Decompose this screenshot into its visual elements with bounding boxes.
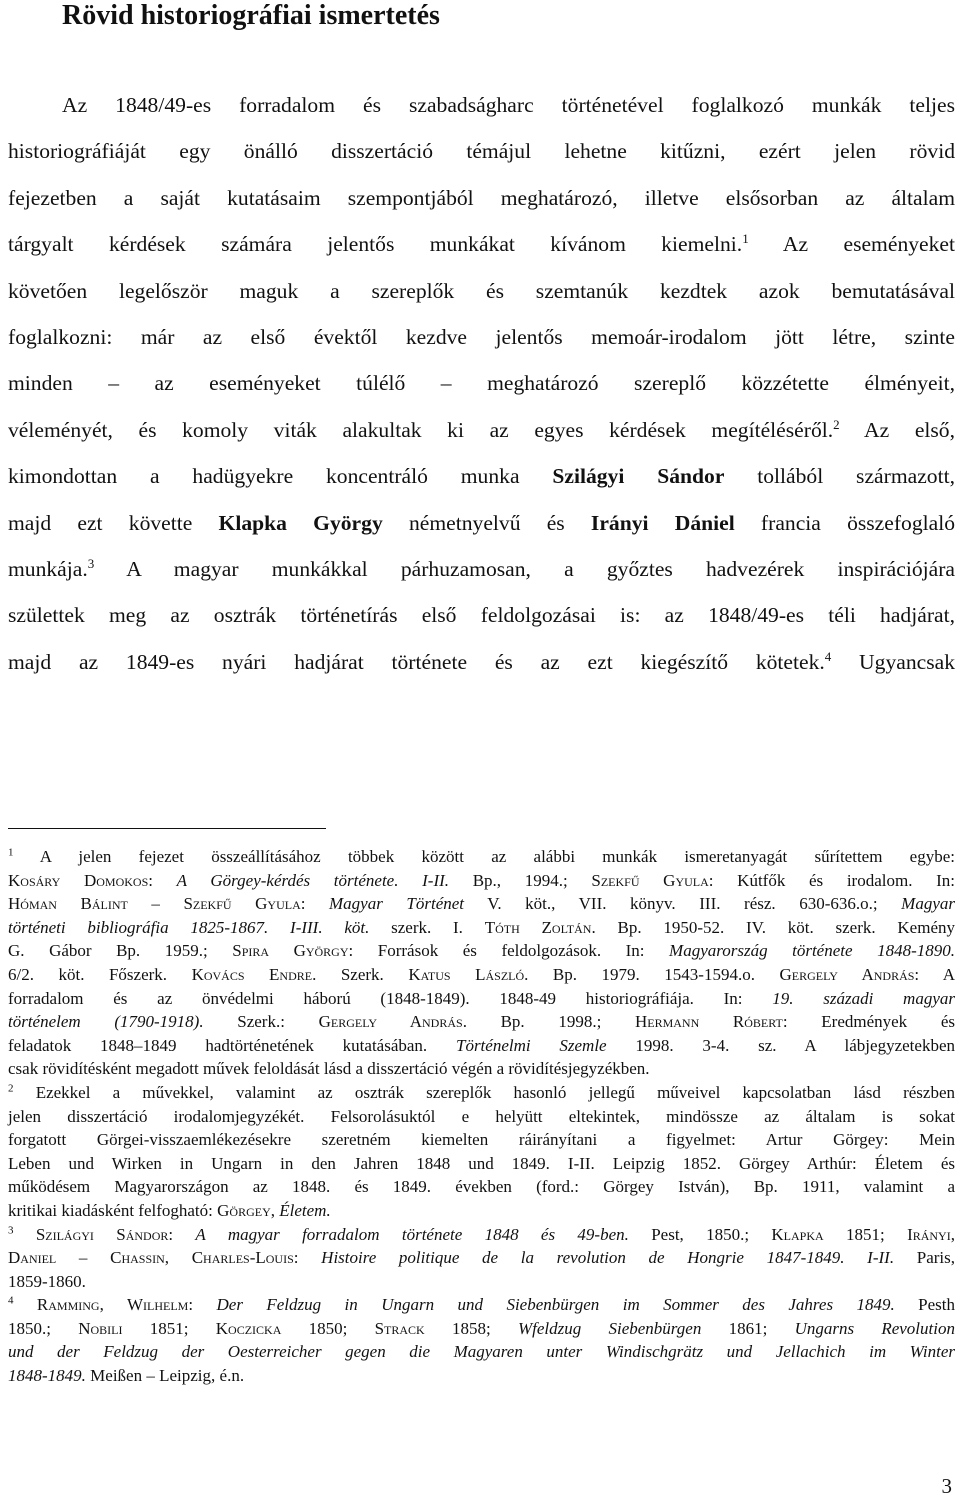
- work-title: Magyar Történet: [329, 894, 465, 914]
- footnote-line: jelen disszertáció irodalomjegyzékét. Felsorolásuktól e helyütt eltekintek, mindössze az általam is sokat: [8, 1106, 955, 1126]
- footnote-line: [8, 1010, 955, 1034]
- footnote-line: [8, 916, 955, 940]
- footnote-text: : Kútfők és irodalom. In:: [708, 870, 956, 890]
- footnote-line: [8, 1293, 955, 1317]
- footnote-line: [8, 1364, 955, 1388]
- page-number: 3: [941, 1474, 952, 1498]
- footnote-text: :: [168, 1224, 196, 1244]
- body-text-fragment: majd az 1849-es nyári hadjárat története és az ezt kiegészítő kötetek.: [8, 649, 825, 674]
- footnote-text: ,: [950, 1224, 955, 1244]
- footnote-line: [8, 939, 955, 963]
- body-text-fragment: majd ezt követte: [8, 510, 219, 535]
- author-name: Katus László: [408, 964, 525, 984]
- work-title: Életem.: [279, 1200, 331, 1220]
- footnote-line: [8, 869, 955, 893]
- footnote-line: [8, 1199, 955, 1223]
- footnote-line: [8, 892, 955, 916]
- footnote-line: [8, 845, 955, 869]
- footnote-text: G. Gábor Bp. 1959.;: [8, 941, 233, 961]
- body-line: minden – az eseményeket túlélő – meghatározó szereplő közzétette élményeit,: [8, 371, 955, 396]
- footnote-text: kritikai kiadásként felfogható:: [8, 1200, 218, 1220]
- author-name: Koczicka: [215, 1318, 282, 1338]
- person-name-bold: Irányi Dániel: [590, 510, 735, 535]
- footnote-line: működésem Magyarországon az 1848. és 1849. években (ford.: Görgey István), Bp. 1911, valamint a: [8, 1177, 955, 1197]
- footnote-text: : A: [914, 964, 955, 984]
- footnote-text: ,: [270, 1200, 280, 1220]
- work-title: Ungarns Revolution: [794, 1318, 955, 1338]
- footnote-line: [8, 1317, 955, 1341]
- footnote-text: Szerk.:: [203, 1012, 319, 1032]
- footnote-text: :: [188, 1295, 217, 1315]
- body-text-fragment: francia összefoglaló: [734, 510, 956, 535]
- author-name: Spira György: [232, 941, 349, 961]
- work-title: und der Feldzug der Oesterreicher gegen die Magyaren unter Windischgrätz und Jellachich im Winter: [8, 1342, 955, 1362]
- footnote-text: 6/2. köt. Főszerk.: [8, 964, 192, 984]
- footnote-line: [8, 987, 955, 1011]
- body-text-fragment: Az első,: [839, 417, 955, 442]
- body-line: [8, 407, 955, 453]
- footnote-line: Leben und Wirken in Ungarn in den Jahren 1848 und 1849. I-II. Leipzig 1852. Görgey Arthúr: Életem és: [8, 1153, 955, 1173]
- body-line: fejezetben a saját kutatásaim szempontjából meghatározó, illetve elsősorban az általam: [8, 185, 955, 210]
- body-text-fragment: Az eseményeket: [748, 232, 955, 257]
- author-name: Klapka: [771, 1224, 824, 1244]
- body-line: historiográfiáját egy önálló disszertáció témájul lehetne kitűzni, ezért jelen rövid: [8, 139, 955, 164]
- author-name: Nobili: [78, 1318, 123, 1338]
- footnote-text: :: [148, 870, 177, 890]
- author-name: Strack: [374, 1318, 425, 1338]
- body-text-fragment: tollából származott,: [724, 464, 955, 489]
- footnote-number: 4: [8, 1294, 14, 1307]
- body-line: [8, 546, 955, 592]
- person-name-bold: Klapka György: [218, 510, 383, 535]
- footnote-text: Pest, 1850.;: [628, 1224, 772, 1244]
- footnote-number: 3: [8, 1223, 14, 1236]
- work-title: Történelmi Szemle: [455, 1035, 607, 1055]
- author-name: Gergely András: [779, 964, 915, 984]
- author-name: Hóman Bálint – Szekfű Gyula: [8, 894, 301, 914]
- footnote-text: Bp., 1994.;: [449, 870, 592, 890]
- author-name: Tóth Zoltán: [484, 917, 592, 937]
- footnote-line: [8, 1081, 955, 1105]
- footnote-text: 1850.;: [8, 1318, 79, 1338]
- footnote-ref-4[interactable]: 4: [824, 648, 832, 664]
- work-title: Wfeldzug Siebenbürgen: [517, 1318, 702, 1338]
- footnote-text: feladatok 1848–1849 hadtörténetének kutatásában.: [8, 1035, 456, 1055]
- footnote-text: : Eredmények és: [782, 1012, 956, 1032]
- footnote-1: [8, 845, 955, 1081]
- footnote-ref-1[interactable]: 1: [742, 231, 749, 247]
- footnote-line: [8, 963, 955, 987]
- footnote-text: 1998. 3-4. sz. A lábjegyzetekben: [606, 1035, 955, 1055]
- author-name: Ramming, Wilhelm: [13, 1295, 189, 1315]
- footnote-text: Paris,: [894, 1248, 955, 1268]
- footnote-text: V. köt., VII. könyv. III. rész. 630-636.o.;: [464, 894, 902, 914]
- work-title: 1848-1849.: [8, 1366, 86, 1386]
- body-text-fragment: tárgyalt kérdések számára jelentős munkákat kívánom kiemelni.: [8, 232, 743, 257]
- work-title: Magyarország története 1848-1890.: [669, 941, 955, 961]
- footnote-line: csak rövidítésként megadott művek feloldását lásd a disszertáció végén a rövidítésjegyzékben.: [8, 1059, 650, 1079]
- footnote-ref-2[interactable]: 2: [833, 416, 840, 432]
- footnote-text: 1850;: [281, 1318, 375, 1338]
- footnote-text: A jelen fejezet összeállításához többek között az alábbi munkák ismeretanyagát sűrítettem egybe:: [13, 847, 955, 866]
- footnote-text: Pesth: [894, 1295, 956, 1315]
- author-name: Kosáry Domokos: [8, 870, 149, 890]
- work-title: Magyar: [901, 894, 955, 914]
- body-line: foglalkozni: már az első évektől kezdve jelentős memoár-irodalom jött létre, szinte: [8, 325, 955, 350]
- author-name: Irányi: [907, 1224, 951, 1244]
- footnote-text: Meißen – Leipzig, é.n.: [85, 1366, 245, 1386]
- footnote-text: . Szerk.: [312, 964, 409, 984]
- body-line: Az 1848/49-es forradalom és szabadságharc történetével foglalkozó munkák teljes: [62, 93, 955, 117]
- body-line: követően legelőször maguk a szereplők és szemtanúk kezdtek azok bemutatásával: [8, 278, 955, 303]
- body-line: születtek meg az osztrák történetírás első feldolgozásai is: az 1848/49-es téli hadjárat,: [8, 603, 955, 628]
- author-name: Hermann Róbert: [634, 1012, 783, 1032]
- person-name-bold: Szilágyi Sándor: [552, 464, 725, 489]
- footnote-text: 1861;: [701, 1318, 795, 1338]
- body-line: [8, 453, 955, 499]
- footnote-ref-3[interactable]: 3: [87, 555, 95, 571]
- body-text-fragment: németnyelvű és: [382, 510, 591, 535]
- footnote-text: Ezekkel a művekkel, valamint az osztrák szereplők hasonló jellegű műveivel kapcsolatban lásd részben: [13, 1082, 955, 1102]
- body-text-fragment: véleményét, és komoly viták alakultak ki az egyes kérdések megítéléséről.: [8, 417, 834, 442]
- footnote-text: forradalom és az önvédelmi háború (1848-1849). 1848-49 historiográfiája. In:: [8, 988, 773, 1008]
- footnote-separator: [8, 828, 326, 829]
- work-title: történelem (1790-1918).: [8, 1012, 204, 1032]
- body-text-fragment: kimondottan a hadügyekre koncentráló munka: [8, 464, 553, 489]
- page-title: Rövid historiográfiai ismertetés: [62, 0, 440, 31]
- footnote-number: 2: [8, 1082, 14, 1095]
- body-paragraph: [8, 82, 955, 685]
- footnote-text: . Bp. 1998.;: [462, 1012, 635, 1032]
- work-title: Der Feldzug in Ungarn und Siebenbürgen im Sommer des Jahres 1849.: [216, 1295, 895, 1315]
- author-name: Gergely András: [318, 1012, 463, 1032]
- footnote-text: :: [293, 1248, 322, 1268]
- author-name: Kovács Endre: [191, 964, 313, 984]
- work-title: történeti bibliográfia 1825-1867. I-III. köt.: [8, 917, 370, 937]
- footnote-line: [8, 1340, 955, 1364]
- author-name: Szilágyi Sándor: [13, 1224, 169, 1244]
- work-title: 19. századi magyar: [772, 988, 955, 1008]
- footnote-line: forgatott Görgei-visszaemlékezésekre szeretném kiemelten ráirányítani a figyelmet: Artur Görgey: Mein: [8, 1130, 955, 1150]
- body-text-fragment: Ugyancsak: [831, 649, 955, 674]
- footnote-3: [8, 1223, 955, 1294]
- body-line: [8, 500, 955, 546]
- footnote-2: [8, 1081, 955, 1223]
- work-title: A magyar forradalom története 1848 és 49-ben.: [195, 1224, 629, 1244]
- footnote-number: 1: [8, 846, 14, 859]
- body-text-fragment: munkája.: [8, 557, 88, 582]
- footnote-4: [8, 1293, 955, 1387]
- footnote-line: 1859-1860.: [8, 1271, 86, 1291]
- footnote-text: 1851;: [823, 1224, 908, 1244]
- footnote-text: 1858;: [424, 1318, 518, 1338]
- footnote-line: [8, 1246, 955, 1270]
- footnote-text: 1851;: [122, 1318, 216, 1338]
- work-title: Histoire politique de la revolution de Hongrie 1847-1849. I-II.: [321, 1248, 895, 1268]
- footnote-text: :: [300, 894, 330, 914]
- author-name: Szekfű Gyula: [591, 870, 709, 890]
- work-title: A Görgey-kérdés története. I-II.: [176, 870, 450, 890]
- author-name: Görgey: [217, 1200, 271, 1220]
- footnote-text: szerk. I.: [369, 917, 485, 937]
- body-line: [8, 639, 955, 685]
- footnote-text: : Források és feldolgozások. In:: [348, 941, 670, 961]
- author-name: Daniel – Chassin, Charles-Louis: [8, 1248, 294, 1268]
- footnotes: [8, 845, 955, 1388]
- body-text-fragment: A magyar munkákkal párhuzamosan, a győztes hadvezérek inspirációjára: [94, 557, 955, 582]
- footnote-text: . Bp. 1950-52. IV. köt. szerk. Kemény: [591, 917, 955, 937]
- footnote-line: [8, 1223, 955, 1247]
- footnote-text: . Bp. 1979. 1543-1594.o.: [524, 964, 780, 984]
- footnote-line: [8, 1034, 955, 1058]
- body-line: [8, 221, 955, 267]
